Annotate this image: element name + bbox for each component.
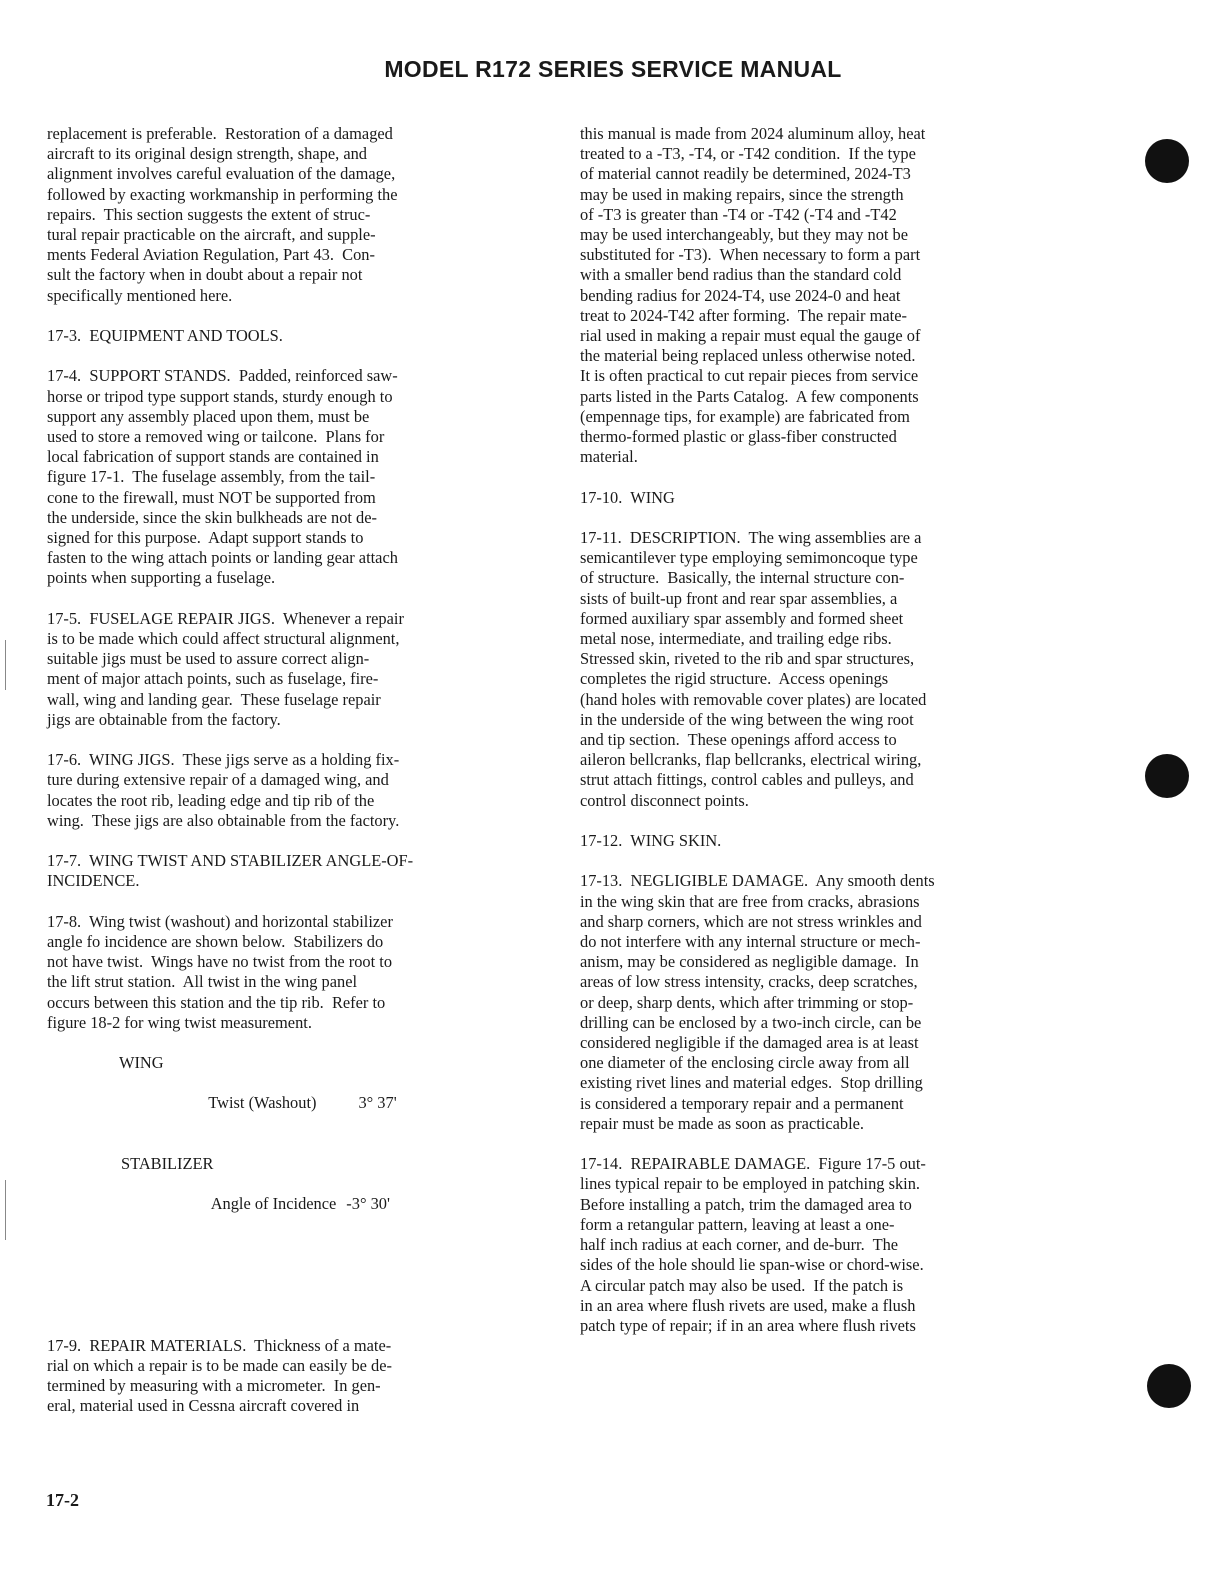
- text-line: repair must be made as soon as practicable.: [580, 1113, 864, 1133]
- text-line: bending radius for 2024-T4, use 2024-0 and heat: [580, 285, 901, 305]
- left-column-text: [47, 124, 552, 1033]
- text-line: is considered a temporary repair and a permanent: [580, 1093, 904, 1113]
- text-line: existing rivet lines and material edges. Stop drilling: [580, 1073, 923, 1093]
- paragraph-gap: [580, 811, 1080, 831]
- paragraph-gap: [47, 306, 552, 326]
- paragraph-gap: [580, 467, 1080, 487]
- text-line: and tip section. These openings afford access to: [580, 730, 897, 750]
- text-line: is to be made which could affect structural alignment,: [47, 629, 400, 649]
- text-line: the material being replaced unless otherwise noted.: [580, 346, 916, 366]
- text-line: ment of major attach points, such as fuselage, fire-: [47, 669, 379, 689]
- text-line: used to store a removed wing or tailcone. Plans for: [47, 427, 385, 447]
- text-line: points when supporting a fuselage.: [47, 568, 276, 588]
- text-line: treat to 2024-T42 after forming. The repair mate-: [580, 305, 907, 325]
- text-line: Before installing a patch, trim the damaged area to: [580, 1194, 912, 1214]
- text-line: lines typical repair to be employed in patching skin.: [580, 1174, 921, 1194]
- text-line: not have twist. Wings have no twist from the root to: [47, 952, 393, 972]
- text-line: 17-5. FUSELAGE REPAIR JIGS. Whenever a repair: [47, 608, 404, 628]
- text-line: figure 17-1. The fuselage assembly, from the tail-: [47, 467, 376, 487]
- text-line: anism, may be considered as negligible damage. In: [580, 952, 919, 972]
- text-line: Stressed skin, riveted to the rib and spar structures,: [580, 649, 915, 669]
- text-line: thermo-formed plastic or glass-fiber constructed: [580, 427, 897, 447]
- text-line: 17-9. REPAIR MATERIALS. Thickness of a mate-: [47, 1335, 392, 1355]
- text-line: repairs. This section suggests the extent of struc-: [47, 204, 371, 224]
- margin-mark: [5, 640, 6, 690]
- paragraph-gap: [580, 508, 1080, 528]
- text-line: replacement is preferable. Restoration of a damaged: [47, 124, 393, 143]
- text-line: with a smaller bend radius than the standard cold: [580, 265, 902, 285]
- paragraph-gap: [47, 831, 552, 851]
- text-line: parts listed in the Parts Catalog. A few components: [580, 386, 919, 406]
- text-line: wing. These jigs are also obtainable from the factory.: [47, 810, 400, 830]
- text-line: local fabrication of support stands are contained in: [47, 447, 379, 467]
- twist-spec-row: [47, 1073, 552, 1134]
- text-line: figure 18-2 for wing twist measurement.: [47, 1012, 312, 1032]
- text-line: termined by measuring with a micrometer. In gen-: [47, 1376, 381, 1396]
- text-line: the underside, since the skin bulkheads are not de-: [47, 507, 377, 527]
- text-line: suitable jigs must be used to assure correct align-: [47, 649, 370, 669]
- stabilizer-spec-label: STABILIZER: [121, 1154, 214, 1174]
- paragraph-gap: [47, 892, 552, 912]
- text-line: considered negligible if the damaged area is at least: [580, 1033, 919, 1053]
- repair-materials-text: [47, 1336, 552, 1417]
- binder-hole-middle: [1145, 754, 1189, 798]
- text-line: sult the factory when in doubt about a repair not: [47, 265, 363, 285]
- text-line: INCIDENCE.: [47, 871, 140, 891]
- text-line: 17-11. DESCRIPTION. The wing assemblies are a: [580, 528, 922, 548]
- text-line: support any assembly placed upon them, must be: [47, 406, 370, 426]
- text-line: sides of the hole should lie span-wise or chord-wise.: [580, 1255, 924, 1275]
- text-line: (hand holes with removable cover plates) are located: [580, 689, 927, 709]
- text-line: angle fo incidence are shown below. Stabilizers do: [47, 932, 384, 952]
- text-line: in the wing skin that are free from cracks, abrasions: [580, 891, 920, 911]
- incidence-spec-row: [47, 1174, 552, 1235]
- text-line: strut attach fittings, control cables and pulleys, and: [580, 770, 914, 790]
- text-line: patch type of repair; if in an area where flush rivets: [580, 1315, 916, 1335]
- text-line: eral, material used in Cessna aircraft covered in: [47, 1396, 360, 1416]
- text-line: cone to the firewall, must NOT be supported from: [47, 487, 376, 507]
- text-line: treated to a -T3, -T4, or -T42 condition. If the type: [580, 144, 916, 164]
- text-line: 17-4. SUPPORT STANDS. Padded, reinforced saw-: [47, 366, 398, 386]
- text-line: sists of built-up front and rear spar assemblies, a: [580, 588, 898, 608]
- text-line: specifically mentioned here.: [47, 285, 233, 305]
- paragraph-gap: [580, 1134, 1080, 1154]
- twist-label: Twist (Washout): [208, 1093, 317, 1113]
- left-column: [47, 124, 552, 1417]
- text-line: half inch radius at each corner, and de-burr. The: [580, 1235, 899, 1255]
- text-line: substituted for -T3). When necessary to form a part: [580, 245, 921, 265]
- text-line: locates the root rib, leading edge and tip rib of the: [47, 790, 375, 810]
- page-number: 17-2: [46, 1490, 79, 1510]
- text-line: ments Federal Aviation Regulation, Part 43. Con-: [47, 245, 375, 265]
- text-line: may be used interchangeably, but they may not be: [580, 225, 909, 245]
- text-line: jigs are obtainable from the factory.: [47, 709, 281, 729]
- text-line: metal nose, intermediate, and trailing edge ribs.: [580, 629, 892, 649]
- text-line: form a retangular pattern, leaving at least a one-: [580, 1214, 895, 1234]
- text-line: followed by exacting workmanship in performing the: [47, 184, 398, 204]
- text-line: 17-13. NEGLIGIBLE DAMAGE. Any smooth dents: [580, 871, 935, 891]
- text-line: of -T3 is greater than -T4 or -T42 (-T4 and -T42: [580, 204, 897, 224]
- text-line: do not interfere with any internal structure or mech-: [580, 932, 921, 952]
- text-line: 17-10. WING: [580, 487, 675, 507]
- text-line: of structure. Basically, the internal structure con-: [580, 568, 905, 588]
- text-line: may be used in making repairs, since the strength: [580, 184, 904, 204]
- text-line: and sharp corners, which are not stress wrinkles and: [580, 911, 922, 931]
- twist-value: 3° 37': [358, 1093, 397, 1113]
- twist-spec-block: [47, 1053, 552, 1235]
- text-line: 17-12. WING SKIN.: [580, 831, 722, 851]
- text-line: 17-8. Wing twist (washout) and horizontal stabilizer: [47, 911, 393, 931]
- paragraph-gap: [580, 851, 1080, 871]
- page-title: MODEL R172 SERIES SERVICE MANUAL: [384, 56, 842, 82]
- paragraph-gap: [47, 589, 552, 609]
- text-line: signed for this purpose. Adapt support stands to: [47, 528, 364, 548]
- text-line: this manual is made from 2024 aluminum alloy, heat: [580, 124, 926, 143]
- text-line: 17-14. REPAIRABLE DAMAGE. Figure 17-5 out-: [580, 1154, 926, 1174]
- margin-mark: [5, 1180, 6, 1240]
- incidence-value: -3° 30': [346, 1194, 390, 1214]
- text-line: one diameter of the enclosing circle away from all: [580, 1053, 910, 1073]
- text-line: the lift strut station. All twist in the wing panel: [47, 972, 358, 992]
- text-line: rial on which a repair is to be made can easily be de-: [47, 1356, 392, 1376]
- text-line: completes the rigid structure. Access openings: [580, 669, 889, 689]
- text-line: A circular patch may also be used. If the patch is: [580, 1275, 904, 1295]
- text-line: ture during extensive repair of a damaged wing, and: [47, 770, 389, 790]
- text-line: 17-3. EQUIPMENT AND TOOLS.: [47, 326, 283, 346]
- text-line: wall, wing and landing gear. These fuselage repair: [47, 689, 381, 709]
- text-line: control disconnect points.: [580, 790, 749, 810]
- incidence-label: Angle of Incidence: [210, 1194, 337, 1214]
- text-line: material.: [580, 447, 638, 467]
- text-line: or deep, sharp dents, which after trimming or stop-: [580, 992, 914, 1012]
- text-line: tural repair practicable on the aircraft, and supple-: [47, 225, 376, 245]
- binder-hole-bottom: [1147, 1364, 1191, 1408]
- text-line: 17-7. WING TWIST AND STABILIZER ANGLE-OF-: [47, 851, 414, 871]
- text-line: alignment involves careful evaluation of the damage,: [47, 164, 396, 184]
- text-line: rial used in making a repair must equal the gauge of: [580, 326, 921, 346]
- text-line: in an area where flush rivets are used, make a flush: [580, 1295, 916, 1315]
- text-line: aileron bellcranks, flap bellcranks, electrical wiring,: [580, 750, 922, 770]
- text-line: 17-6. WING JIGS. These jigs serve as a holding fix-: [47, 750, 400, 770]
- text-line: (empennage tips, for example) are fabricated from: [580, 406, 910, 426]
- text-line: occurs between this station and the tip rib. Refer to: [47, 992, 386, 1012]
- right-column: [580, 124, 1080, 1336]
- paragraph-gap: [47, 730, 552, 750]
- text-line: in the underside of the wing between the wing root: [580, 709, 914, 729]
- text-line: semicantilever type employing semimoncoque type: [580, 548, 918, 568]
- text-line: of material cannot readily be determined, 2024-T3: [580, 164, 911, 184]
- paragraph-gap: [47, 346, 552, 366]
- text-line: fasten to the wing attach points or landing gear attach: [47, 548, 398, 568]
- text-line: formed auxiliary spar assembly and formed sheet: [580, 608, 904, 628]
- text-line: It is often practical to cut repair pieces from service: [580, 366, 919, 386]
- text-line: drilling can be enclosed by a two-inch circle, can be: [580, 1012, 922, 1032]
- text-line: aircraft to its original design strength, shape, and: [47, 144, 367, 164]
- binder-hole-top: [1145, 139, 1189, 183]
- right-column-text: [580, 124, 1080, 1336]
- text-line: horse or tripod type support stands, sturdy enough to: [47, 386, 393, 406]
- wing-spec-label: WING: [119, 1053, 164, 1073]
- text-line: areas of low stress intensity, cracks, deep scratches,: [580, 972, 918, 992]
